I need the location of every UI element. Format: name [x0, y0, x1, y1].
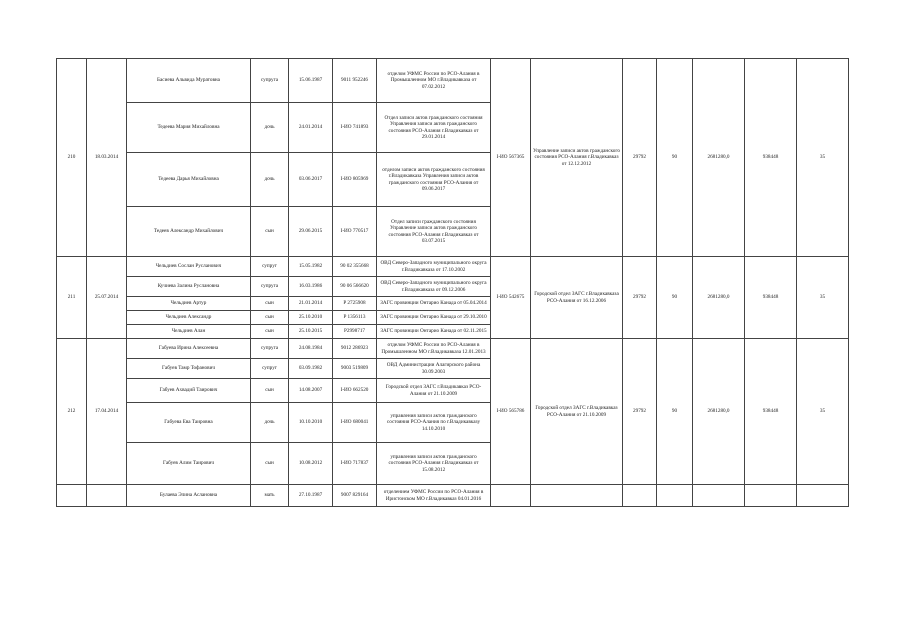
code-cell [623, 485, 657, 507]
record-number-cell: 210 [57, 59, 87, 257]
issued-by-cell: Отдел записи гражданского состояния Управление записи актов гражданского состояния РСО-Алания г.Владикавказ от 03.07.2015 [377, 207, 491, 257]
relation-cell: дочь [251, 403, 289, 443]
marriage-certificate-cell: I-ИО 542675 [491, 257, 531, 339]
birth-date-cell: 24.08.1984 [289, 339, 333, 359]
birth-date-cell: 25.10.2010 [289, 311, 333, 325]
relation-cell: сын [251, 443, 289, 485]
birth-date-cell: 16.03.1986 [289, 277, 333, 297]
birth-date-cell: 10.08.2012 [289, 443, 333, 485]
id-document-cell: I-ИО 717837 [333, 443, 377, 485]
id-document-cell: 90 02 355668 [333, 257, 377, 277]
birth-date-cell: 29.06.2015 [289, 207, 333, 257]
sum-cell: 2681280,0 [693, 339, 745, 485]
price-cell [745, 485, 797, 507]
table-row [57, 59, 849, 103]
registry-body [57, 59, 849, 507]
last-column-cell: 35 [797, 59, 849, 257]
issued-by-cell: отделом УФМС России по РСО-Алания в Промышленном МО г.Владикавказа от 07.02.2012 [377, 59, 491, 103]
relation-cell: мать [251, 485, 289, 507]
person-name-cell: Басиева Альвида Муратовна [127, 59, 251, 103]
certificate-issuer-cell: Городской отдел ЗАГС г.Владикавказа РСО-Алания от 16.12.2006 [531, 257, 623, 339]
last-column-cell [797, 485, 849, 507]
relation-cell: сын [251, 297, 289, 311]
sum-cell: 2681280,0 [693, 257, 745, 339]
birth-date-cell: 10.10.2010 [289, 403, 333, 443]
code-cell: 29792 [623, 339, 657, 485]
issued-by-cell: Городской отдел ЗАГС г.Владикавказ РСО-Алания от 21.10.2009 [377, 379, 491, 403]
birth-date-cell: 24.01.2014 [289, 103, 333, 153]
birth-date-cell: 21.01.2014 [289, 297, 333, 311]
birth-date-cell: 25.10.2015 [289, 325, 333, 339]
birth-date-cell: 15.05.1982 [289, 257, 333, 277]
id-document-cell: 9003 519809 [333, 359, 377, 379]
relation-cell: сын [251, 379, 289, 403]
record-number-cell: 211 [57, 257, 87, 339]
relation-cell: сын [251, 325, 289, 339]
marriage-certificate-cell: I-ИО 567365 [491, 59, 531, 257]
price-cell: 938448 [745, 257, 797, 339]
area-cell: 90 [657, 59, 693, 257]
person-name-cell: Кучиева Залина Руслановна [127, 277, 251, 297]
sum-cell: 2681280,0 [693, 59, 745, 257]
birth-date-cell: 14.08.2007 [289, 379, 333, 403]
birth-date-cell: 27.10.1987 [289, 485, 333, 507]
area-cell [657, 485, 693, 507]
certificate-issuer-cell [531, 485, 623, 507]
issued-by-cell: управления записи актов гражданского состояния РСО-Алания г.Владикавказ от 15.08.2012 [377, 443, 491, 485]
id-document-cell: I-ИО 680041 [333, 403, 377, 443]
relation-cell: супруг [251, 257, 289, 277]
relation-cell: супруга [251, 339, 289, 359]
record-number-cell: 212 [57, 339, 87, 485]
table-row [57, 485, 849, 507]
issued-by-cell: ЗАГС провинции Онтарио Канада от 05.04.2014 [377, 297, 491, 311]
record-date-cell: 18.03.2014 [87, 59, 127, 257]
person-name-cell: Габуев Ахвадий Таирович [127, 379, 251, 403]
sum-cell [693, 485, 745, 507]
issued-by-cell: ЗАГС провинции Онтарио Канада от 29.10.2010 [377, 311, 491, 325]
id-document-cell: 9007 829164 [333, 485, 377, 507]
id-document-cell: I-ИО 741893 [333, 103, 377, 153]
relation-cell: дочь [251, 153, 289, 207]
code-cell: 29792 [623, 257, 657, 339]
relation-cell: дочь [251, 103, 289, 153]
certificate-issuer-cell: Управление записи актов гражданского состояния РСО-Алания г.Владикавказ от 12.12.2012 [531, 59, 623, 257]
person-name-cell: Чельдиев Артур [127, 297, 251, 311]
id-document-cell: I-ИО 770517 [333, 207, 377, 257]
person-name-cell: Габуев Тамр Тофанович [127, 359, 251, 379]
relation-cell: супруга [251, 59, 289, 103]
record-date-cell: 17.04.2014 [87, 339, 127, 485]
person-name-cell: Тедеева Дарья Михайловна [127, 153, 251, 207]
relation-cell: сын [251, 311, 289, 325]
id-document-cell: P 1356113 [333, 311, 377, 325]
area-cell: 90 [657, 339, 693, 485]
id-document-cell: P2998717 [333, 325, 377, 339]
birth-date-cell: 03.09.1982 [289, 359, 333, 379]
person-name-cell: Тедеев Александр Михайлович [127, 207, 251, 257]
price-cell: 938448 [745, 59, 797, 257]
person-name-cell: Чельдиев Сослан Русланович [127, 257, 251, 277]
marriage-certificate-cell [491, 485, 531, 507]
price-cell: 938448 [745, 339, 797, 485]
record-number-cell [57, 485, 87, 507]
person-name-cell: Габуева Ева Таировна [127, 403, 251, 443]
issued-by-cell: управления записи актов гражданского состояния РСО-Алания по г.Владикавказу 14.10.2010 [377, 403, 491, 443]
relation-cell: супруга [251, 277, 289, 297]
last-column-cell: 35 [797, 339, 849, 485]
birth-date-cell: 03.06.2017 [289, 153, 333, 207]
person-name-cell: Тедеева Мария Михайловна [127, 103, 251, 153]
issued-by-cell: ОВД Администрации Алагирского района 30.09.2003 [377, 359, 491, 379]
issued-by-cell: отделом записи актов гражданского состояния г.Владикавказа Управления записи актов гражданского состояния РСО-Алания от 09.06.2017 [377, 153, 491, 207]
relation-cell: сын [251, 207, 289, 257]
marriage-certificate-cell: I-ИО 565786 [491, 339, 531, 485]
issued-by-cell: ОВД Северо-Западного муниципального округа г.Владикавказа от 09.12.2006 [377, 277, 491, 297]
record-date-cell [87, 485, 127, 507]
issued-by-cell: ЗАГС провинции Онтарио Канада от 02.11.2015 [377, 325, 491, 339]
table-row [57, 339, 849, 359]
id-document-cell: I-ИО 662520 [333, 379, 377, 403]
id-document-cell: I-ИО 805969 [333, 153, 377, 207]
issued-by-cell: Отдел записи актов гражданского состояния Управления записи актов гражданского состояния РСО-Алания г.Владикавказ от 29.01.2014 [377, 103, 491, 153]
person-name-cell: Булаева Элина Аслановна [127, 485, 251, 507]
person-name-cell: Чельдиев Алан [127, 325, 251, 339]
person-name-cell: Чельдиев Александр [127, 311, 251, 325]
record-date-cell: 25.07.2014 [87, 257, 127, 339]
issued-by-cell: ОВД Северо-Западного муниципального округа г.Владикавказа от 17.10.2002 [377, 257, 491, 277]
registry-table [56, 58, 849, 507]
issued-by-cell: отделом УФМС России по РСО-Алания в Промышленном МО г.Владикавказа 12.01.2013 [377, 339, 491, 359]
id-document-cell: 9011 952246 [333, 59, 377, 103]
id-document-cell: P 2725908 [333, 297, 377, 311]
code-cell: 29792 [623, 59, 657, 257]
area-cell: 90 [657, 257, 693, 339]
certificate-issuer-cell: Городской отдел ЗАГС г.Владикавказ РСО-Алания от 21.10.2009 [531, 339, 623, 485]
person-name-cell: Габуева Ирина Алексеевна [127, 339, 251, 359]
person-name-cell: Габуев Алим Таирович [127, 443, 251, 485]
issued-by-cell: отделением УФМС России по РСО-Алания в Иристонском МО г.Владикавказ 04.01.2016 [377, 485, 491, 507]
relation-cell: супруг [251, 359, 289, 379]
table-row [57, 257, 849, 277]
id-document-cell: 9012 286923 [333, 339, 377, 359]
id-document-cell: 90 06 566620 [333, 277, 377, 297]
birth-date-cell: 15.06.1987 [289, 59, 333, 103]
last-column-cell: 35 [797, 257, 849, 339]
